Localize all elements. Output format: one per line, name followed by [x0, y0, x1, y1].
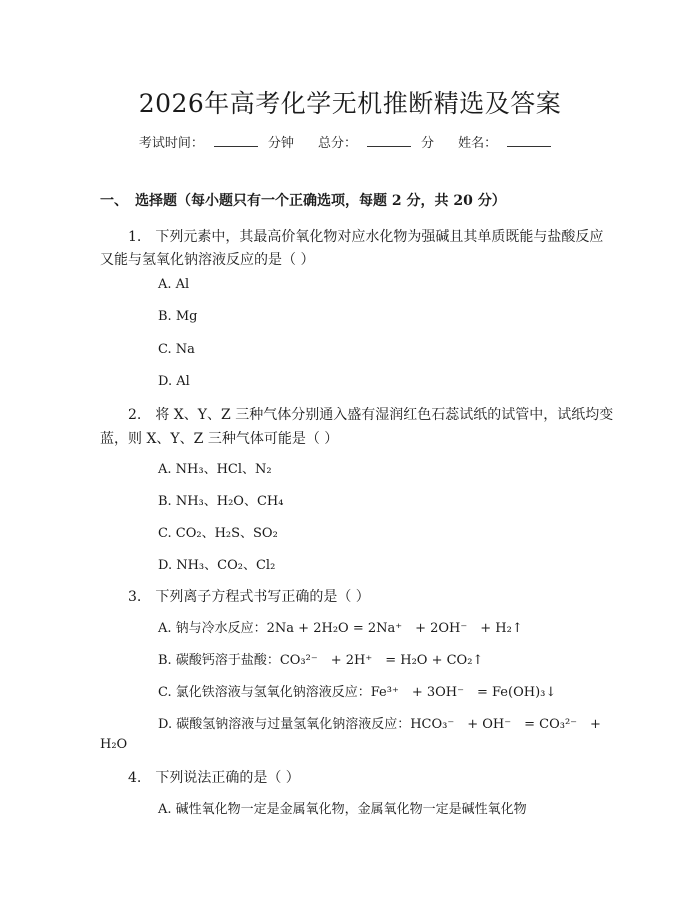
score-unit: 分: [421, 136, 435, 151]
name-blank[interactable]: [507, 134, 551, 147]
score-label: 总分：: [317, 136, 357, 151]
question-3-option-d[interactable]: D. 碳酸氢钠溶液与过量氢氧化钠溶液反应：HCO₃⁻ + OH⁻ = CO₃²⁻ +: [158, 717, 601, 732]
question-3-option-a[interactable]: A. 钠与冷水反应：2Na + 2H₂O = 2Na⁺ + 2OH⁻ + H₂↑: [158, 621, 523, 636]
name-label: 姓名：: [458, 136, 498, 151]
question-3-option-d-wrap: H₂O: [100, 737, 128, 752]
question-4-stem: 4. 下列说法正确的是（ ）: [128, 770, 300, 786]
name-field: [458, 136, 561, 151]
time-field: [139, 136, 294, 151]
question-3-stem: 3. 下列离子方程式书写正确的是（ ）: [128, 589, 370, 605]
page-title: 2026年高考化学无机推断精选及答案: [138, 89, 562, 118]
question-1-option-a[interactable]: A. Al: [158, 277, 190, 292]
question-2-option-d[interactable]: D. NH₃、CO₂、Cl₂: [158, 558, 276, 573]
time-blank[interactable]: [214, 134, 258, 147]
question-1-option-b[interactable]: B. Mg: [158, 309, 198, 324]
question-2-option-a[interactable]: A. NH₃、HCl、N₂: [158, 462, 272, 477]
question-3-option-c[interactable]: C. 氯化铁溶液与氢氧化钠溶液反应：Fe³⁺ + 3OH⁻ = Fe(OH)₃↓: [158, 685, 557, 700]
question-1-option-d[interactable]: D. Al: [158, 374, 190, 389]
question-2-stem-line2: 蓝，则 X、Y、Z 三种气体可能是（ ）: [100, 431, 339, 447]
question-2-option-b[interactable]: B. NH₃、H₂O、CH₄: [158, 494, 284, 509]
time-label: 考试时间：: [138, 136, 204, 151]
question-4-option-a[interactable]: A. 碱性氧化物一定是金属氧化物，金属氧化物一定是碱性氧化物: [158, 802, 527, 817]
question-3-option-b[interactable]: B. 碳酸钙溶于盐酸：CO₃²⁻ + 2H⁺ = H₂O + CO₂↑: [158, 653, 484, 668]
question-2-stem-line1: 2. 将 X、Y、Z 三种气体分别通入盛有湿润红色石蕊试纸的试管中，试纸均变: [128, 407, 614, 423]
score-field: [318, 136, 434, 151]
question-1-stem-line1: 1. 下列元素中，其最高价氧化物对应水化物为强碱且其单质既能与盐酸反应: [128, 229, 604, 245]
exam-meta: [0, 132, 700, 151]
question-1-option-c[interactable]: C. Na: [158, 342, 195, 357]
score-blank[interactable]: [367, 134, 411, 147]
section-heading: 一、 选择题（每小题只有一个正确选项，每题 2 分，共 20 分）: [100, 193, 506, 209]
time-unit: 分钟: [267, 136, 294, 151]
question-2-option-c[interactable]: C. CO₂、H₂S、SO₂: [158, 526, 278, 541]
question-1-stem-line2: 又能与氢氧化钠溶液反应的是（ ）: [100, 252, 315, 268]
